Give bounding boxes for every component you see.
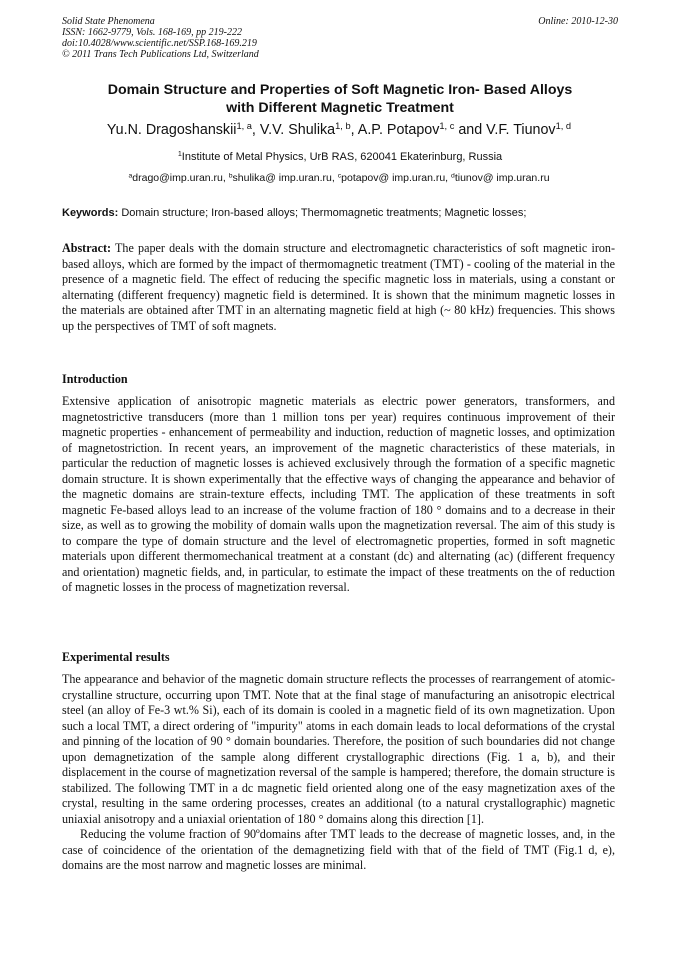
experimental-paragraph-1: The appearance and behavior of the magnetic domain structure reflects the processes of rearrangement of atomic-crystalline structure, occurring upon TMT. Note that at the final stage of manufacturing an anisotropic electrical steel (an alloy of Fe-3 wt.% Si), each of its domain is cooled in a magnetic field of its own magnetization. Upon such a local TMT, a direct ordering of "impurity" atoms in each domain leads to local deformations of the crystal and pinning of the location of 90 ° domain boundaries. Therefore, the position of such boundaries did not change upon demagnetization of the sample along different crystallographic directions (Fig. 1 a, b), and their displacement in the course of magnetization reversal of the sample is hampered; therefore, the domain structure is stabilized. The following TMT in a dc magnetic field oriented along one of the easy magnetization axes of the crystal, resulting in the same ordering processes, creates an additional (to a natural crystallographic) magnetic uniaxial anisotropy and a uniaxial orientation of 180 ° domains along this direction [1]. [62, 672, 615, 826]
affiliation-text: Institute of Metal Physics, UrB RAS, 620041 Ekaterinburg, Russia [181, 151, 503, 163]
keywords-label: Keywords: [62, 207, 119, 219]
author-list [40, 121, 638, 139]
author-sep: , [251, 122, 260, 138]
author-sup: 1, c [439, 120, 455, 131]
email-address[interactable]: potapov@ imp.uran.ru, [341, 172, 452, 184]
online-date: Online: 2010-12-30 [538, 16, 618, 27]
email-address[interactable]: tiunov@ imp.uran.ru [454, 172, 550, 184]
author-name: Yu.N. Dragoshanskii [106, 122, 237, 138]
doi-line[interactable]: doi:10.4028/www.scientific.net/SSP.168-169.219 [62, 38, 257, 49]
experimental-body [62, 672, 615, 874]
paper-title [62, 81, 618, 117]
email-list [40, 171, 638, 185]
experimental-paragraph-2: Reducing the volume fraction of 90ºdomains after TMT leads to the decrease of magnetic losses, and, in the case of coincidence of the orientation of the demagnetizing field with that of the field of TMT (Fig.1 d, e), domains are the most narrow and magnetic losses are minimal. [62, 827, 615, 872]
author-sep: , [350, 122, 358, 138]
section-heading-introduction: Introduction [62, 372, 128, 386]
affiliation-sup: 1 [177, 150, 182, 159]
keywords [62, 206, 622, 220]
title-line-1: Domain Structure and Properties of Soft Magnetic Iron- Based Alloys [107, 82, 573, 98]
abstract-text: The paper deals with the domain structure and electromagnetic characteristics of soft magnetic iron-based alloys, which are formed by the impact of thermomagnetic treatment (TMT) - cooling of the material in the presence of a magnetic field. The effect of reducing the specific magnetic loss in materials, using a constant or alternating (different frequency) magnetic field is determined. It is shown that the minimum magnetic losses in the materials are obtained after TMT in an alternating magnetic field at high (~ 80 kHz) frequencies. This shows up the perspectives of TMT of soft magnets. [62, 241, 615, 333]
email-address[interactable]: shulika@ imp.uran.ru, [232, 172, 338, 184]
abstract [62, 241, 615, 334]
email-sup: a [128, 172, 133, 180]
abstract-label: Abstract: [62, 241, 112, 255]
author-name: V.V. Shulika [259, 122, 336, 138]
title-line-2: with Different Magnetic Treatment [226, 100, 454, 116]
author-name: A.P. Potapov [357, 122, 440, 138]
author-sup: 1, b [335, 120, 351, 131]
issn-line: ISSN: 1662-9779, Vols. 168-169, pp 219-222 [62, 27, 242, 38]
author-sep: and [454, 122, 487, 138]
author-sup: 1, a [236, 120, 252, 131]
author-name: V.F. Tiunov [486, 122, 556, 138]
affiliation [62, 150, 618, 164]
author-sup: 1, d [555, 120, 572, 131]
email-address[interactable]: drago@imp.uran.ru, [132, 172, 229, 184]
copyright-line: © 2011 Trans Tech Publications Ltd, Switzerland [62, 49, 259, 60]
section-heading-experimental: Experimental results [62, 650, 170, 664]
introduction-body: Extensive application of anisotropic magnetic materials as electric power generators, transformers, and magnetostrictive transducers (more than 1 million tons per year) requires continuous improvement of their magnetic properties - enhancement of permeability and induction, reduction of magnetic losses, and optimization of magnetostriction. In recent years, an improvement of the magnetic characteristics of these materials, in particular the reduction of magnetic losses is achieved exclusively through the formation of a specific magnetic domain structure. It is shown experimentally that the effective ways of changing the appearance and behavior of the magnetic domains are strain-texture effects, including TMT. The application of these treatments in soft magnetic Fe-based alloys lead to an increase of the volume fraction of 180 ° domains and to a decrease in their size, as well as to growing the mobility of domain walls upon the magnetization reversal. The aim of this study is to compare the type of domain structure and the level of electromagnetic properties, formed in soft magnetic materials upon different thermomechanical treatment at a constant (dc) and alternating (ac) (different frequency and orientation) magnetic fields, and, in particular, to estimate the impact of these treatments on the of reduction of magnetic losses in the process of magnetization reversal. [62, 394, 615, 594]
email-sup: c [337, 172, 342, 180]
email-sup: d [451, 172, 455, 180]
journal-header [62, 16, 618, 60]
email-sup: b [228, 172, 233, 180]
journal-name: Solid State Phenomena [62, 16, 155, 27]
keywords-text: Domain structure; Iron-based alloys; Thermomagnetic treatments; Magnetic losses; [121, 207, 527, 219]
